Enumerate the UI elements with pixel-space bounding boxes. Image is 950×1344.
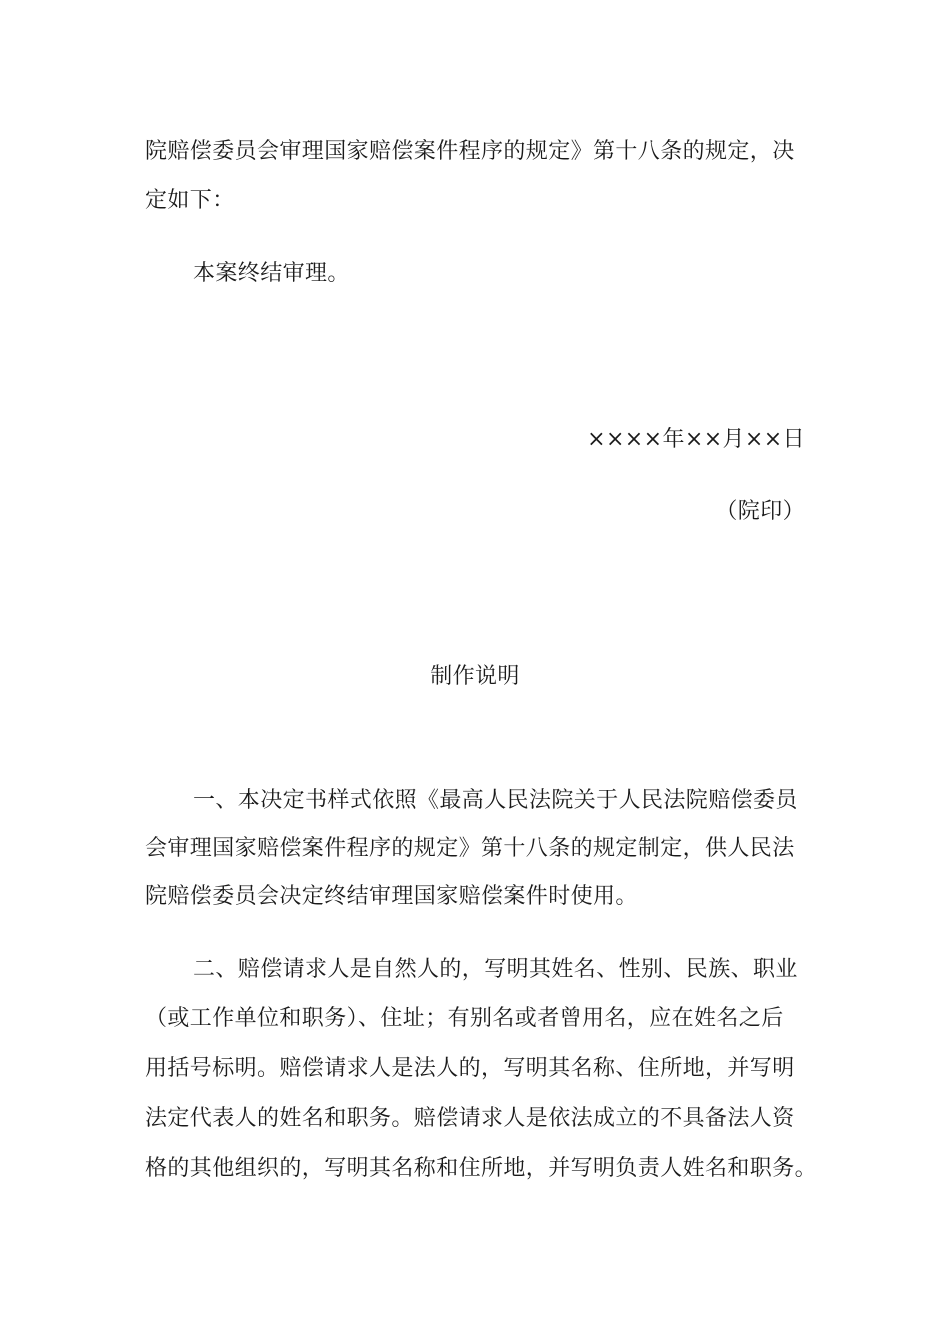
note-2-line-1: 二、赔偿请求人是自然人的，写明其姓名、性别、民族、职业	[193, 957, 798, 982]
note-2-line-2: （或工作单位和职务）、住址；有别名或者曾用名，应在姓名之后	[145, 1006, 784, 1031]
notes-heading: 制作说明	[430, 664, 520, 689]
decision-text-line-1: 院赔偿委员会审理国家赔偿案件程序的规定》第十八条的规定，决	[145, 139, 795, 164]
decision-date: ××××年××月××日	[587, 427, 805, 452]
note-1-line-2: 会审理国家赔偿案件程序的规定》第十八条的规定制定，供人民法	[145, 836, 795, 861]
note-2-line-3: 用括号标明。赔偿请求人是法人的，写明其名称、住所地，并写明	[145, 1056, 795, 1081]
note-1-line-3: 院赔偿委员会决定终结审理国家赔偿案件时使用。	[145, 884, 638, 909]
decision-text-line-2: 定如下：	[145, 188, 235, 213]
note-2-line-5: 格的其他组织的，写明其名称和住所地，并写明负责人姓名和职务。	[145, 1156, 818, 1181]
note-2-line-4: 法定代表人的姓名和职务。赔偿请求人是依法成立的不具备法人资	[145, 1106, 795, 1131]
ruling-text: 本案终结审理。	[193, 261, 350, 286]
note-1-line-1: 一、本决定书样式依照《最高人民法院关于人民法院赔偿委员	[193, 788, 798, 813]
court-seal-label: （院印）	[715, 499, 805, 524]
